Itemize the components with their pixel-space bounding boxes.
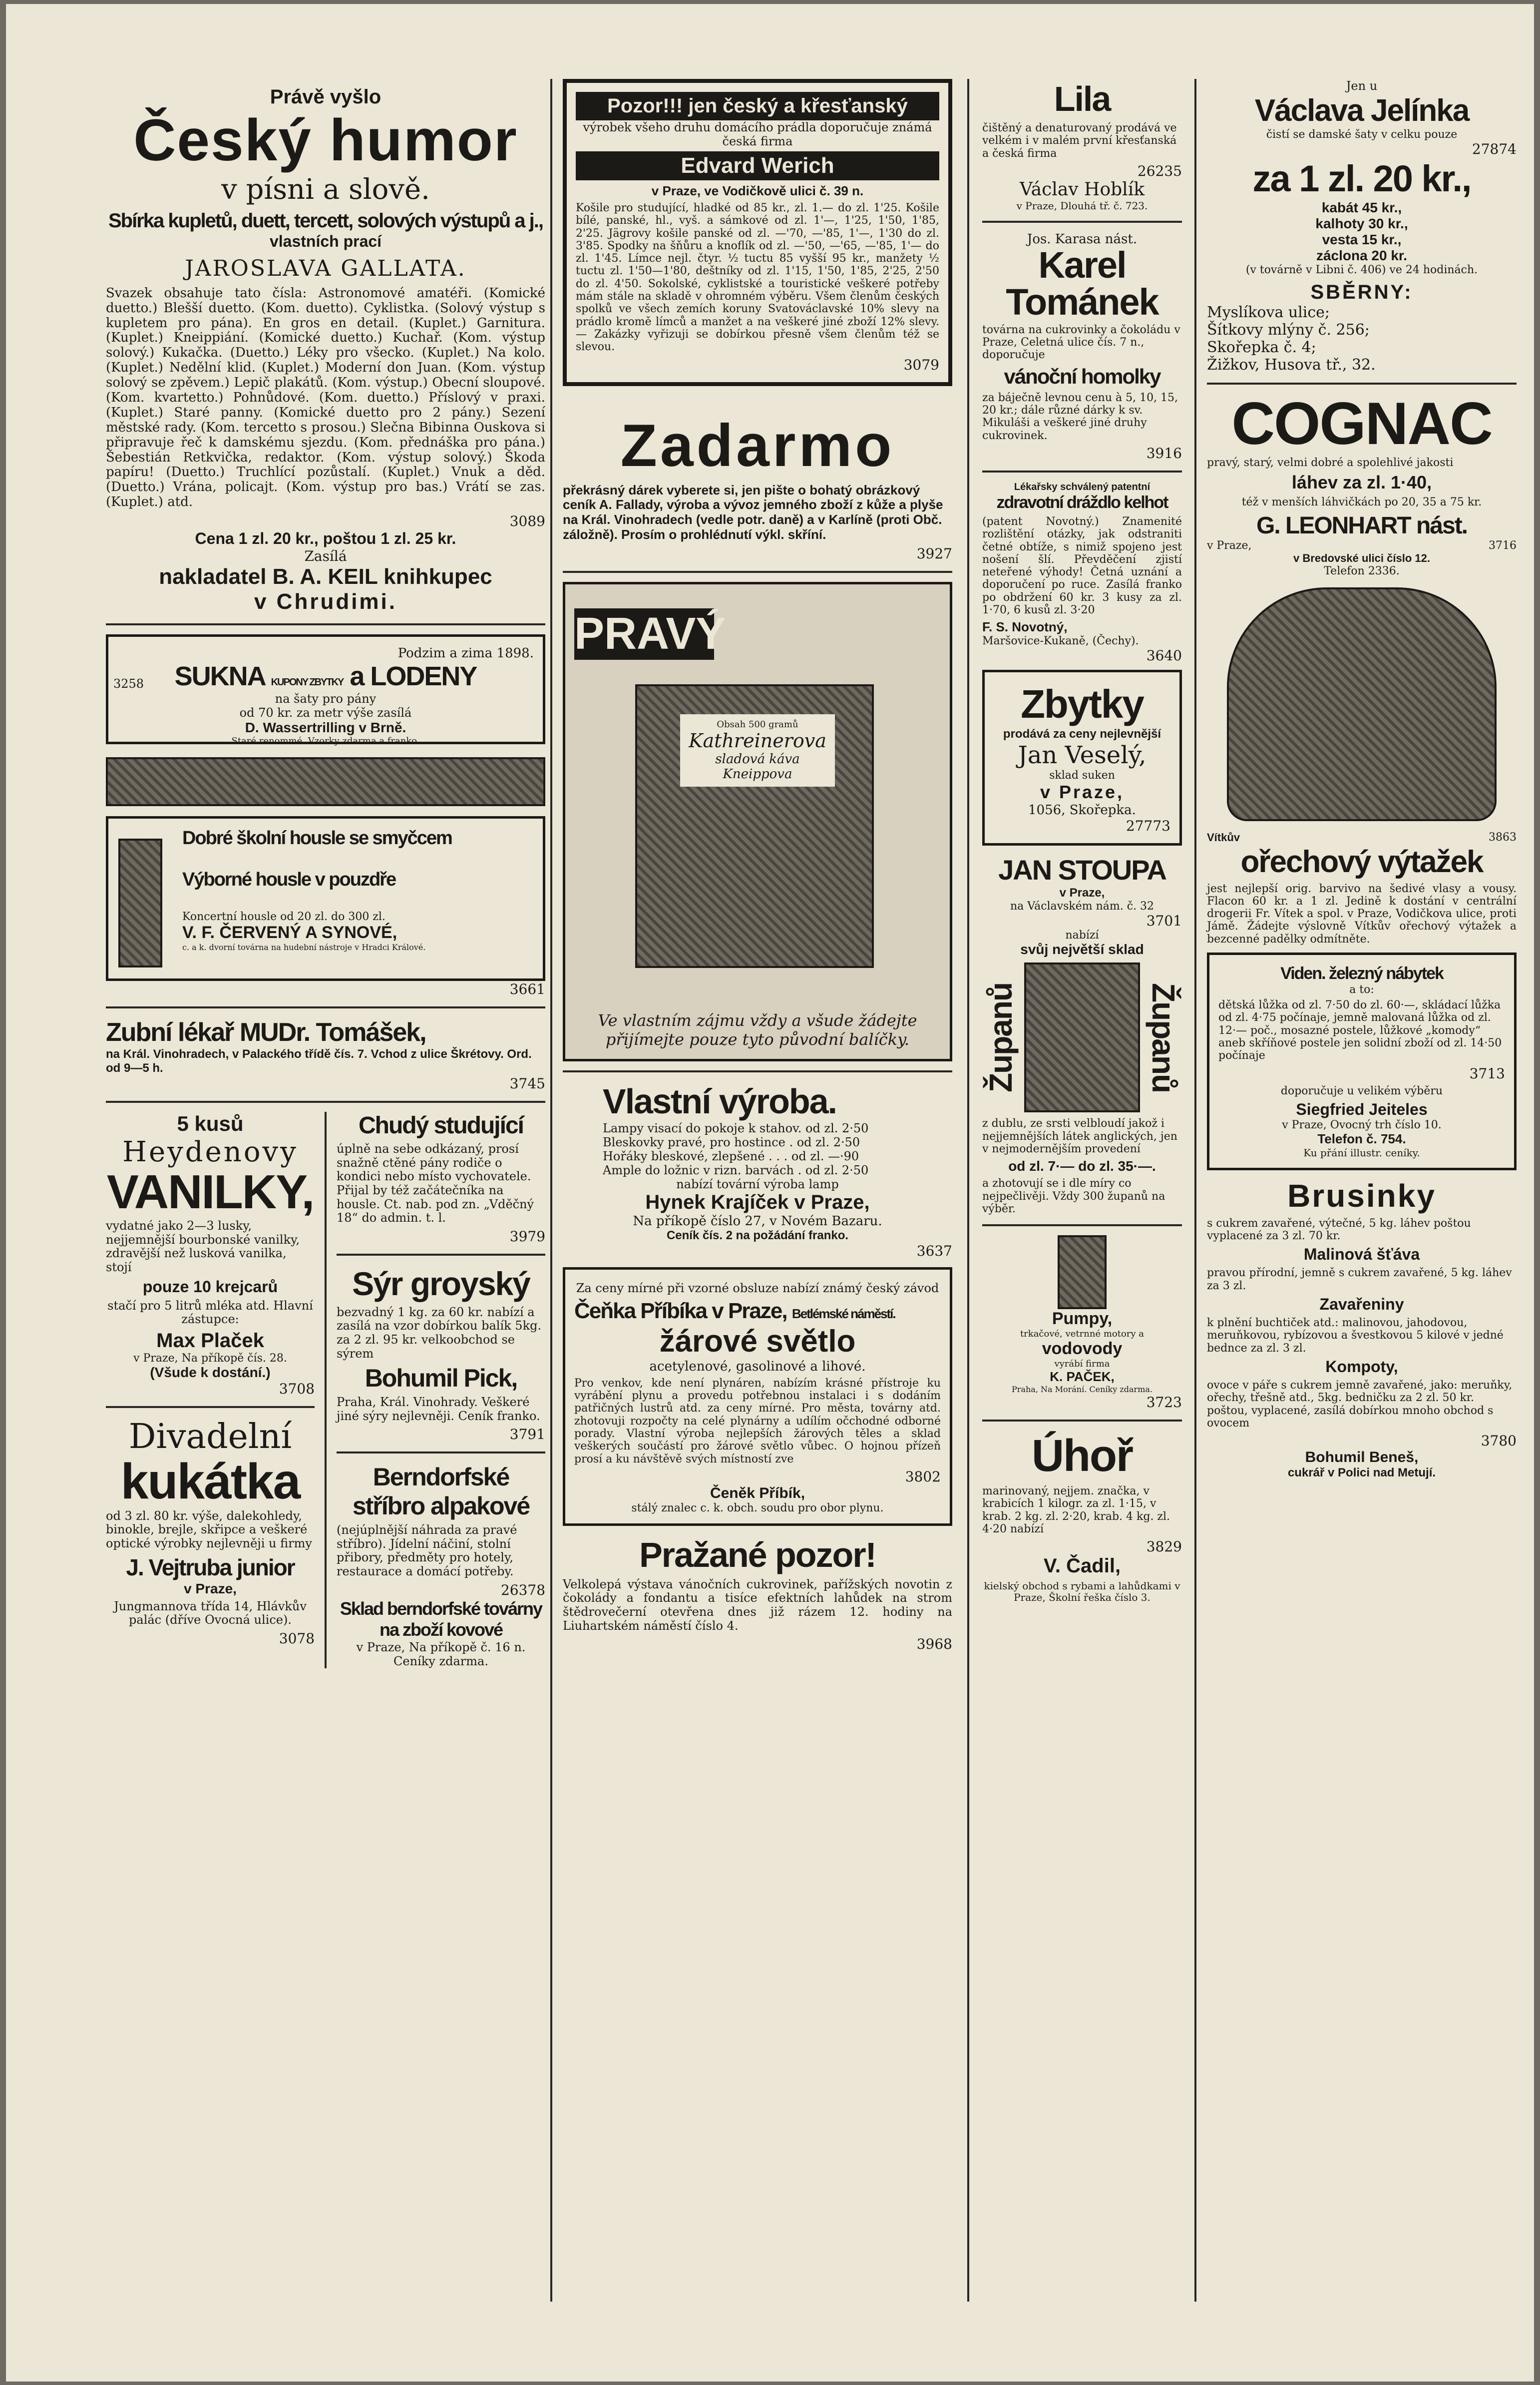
headline: Pozor!!! jen český a křesťanský (576, 92, 939, 120)
ad-number: 3716 (1489, 539, 1517, 552)
brand: Heydenovy (122, 1136, 298, 1169)
divider (982, 1420, 1182, 1422)
city: v Praze, (184, 1580, 237, 1596)
violin-illustration (118, 839, 162, 967)
item-1: kabát 45 kr., (1321, 200, 1402, 215)
column-rule (550, 79, 552, 2302)
address: v Praze, Dlouhá tř. č. 723. (1016, 199, 1148, 212)
divider (563, 571, 952, 573)
body: čištěný a denaturovaný prodává ve velkém i v malém první křesťanská a česká firma (982, 122, 1177, 160)
catalog: Ceník čís. 2 na požádání franko. (666, 1229, 849, 1243)
ad-jelinek (1207, 79, 1517, 374)
ad-opera-glasses (106, 1417, 315, 1647)
divider (106, 623, 545, 625)
ad-number: 3723 (1146, 1394, 1182, 1411)
pump-illustration (1058, 1235, 1107, 1309)
city: v Praze, (1059, 886, 1105, 900)
ad-kathreiner (563, 582, 952, 1061)
ad-violin (106, 816, 545, 981)
price: pouze 10 krejcarů (142, 1277, 278, 1296)
headline (117, 661, 534, 692)
address: 1056, Skořepka. (1028, 803, 1136, 818)
headline: Sýr groyský (352, 1265, 530, 1302)
intro: výrobek všeho druhu domácího prádla doporučuje známá česká firma (583, 120, 932, 148)
address: v Praze, Na příkopě čís. 28. (133, 1352, 287, 1365)
firm: Václava Jelínka (1254, 93, 1469, 128)
store: Sklad berndorfské továrny na zboží kovové (340, 1598, 542, 1640)
body: (patent Novotný.) Znamenité rozlištění otázky, jak odstraniti četné obtíže, s nimiž spojeno jest nošení šlí. Převděčení zjistí neteřené výhody! Četná uznání a doporučení po ruce. Zasílá franko po obdržení 60 kr. 3 kusy za zl. 1·70, 6 kusů zl. 3·20 (982, 515, 1182, 617)
address: v Praze, ve Vodičkově ulici č. 39 n. (651, 183, 864, 198)
column-rule (967, 79, 969, 2302)
firm: Karel Tománek (1006, 244, 1158, 323)
ad-eel (982, 1431, 1182, 1603)
ad-number: 3829 (1146, 1538, 1182, 1555)
address: Praha, Na Morání. Ceníky zdarma. (1012, 1385, 1153, 1395)
body2: a zhotovují se i dle míry co nejpečlivěji. Vždy 300 županů na výběr. (982, 1177, 1165, 1215)
catalog: Ku přání illustr. ceníky. (1303, 1146, 1420, 1159)
ad-lamps (563, 1081, 952, 1259)
column-3 (982, 79, 1182, 1606)
line2: od 70 kr. za metr výše zasílá (239, 706, 412, 720)
city: v Praze, (1207, 539, 1252, 552)
point-2: Šítkovy mlýny č. 256; (1207, 321, 1370, 339)
ad-number: 3258 (113, 677, 144, 691)
headline: VANILKY, (106, 1165, 314, 1219)
contents: Svazek obsahuje tato čísla: Astronomové amatéři. (Komické duetto.) Blešší duetto. (Kom. duetto). Cyklistka. (Solový výstup s kupletem pro pána). En gros en detail. (Kuplet.) Garnitura. (Kuplet.) Kneippiání. (Komické duetto.) Kuchař. (Kom. výstup solový.) Kukačka. (Duetto.) Léky pro všecko. (Kuplet.) Na kolo. (Kuplet.) Nedělní klid. (Kuplet.) Moderní don Juan. (Kom. výstup solový se zpěvem.) Lepič plakátů. (Kom. výstup.) Obecní sloupové. (Kom. kvartetto.) Pohnůdové. (Kom. duetto.) Příslový v praxi. (Kuplet.) Staré panny. (Komické duetto pro 2 pány.) Sezení městské rady. (Kom. tercetto s prosou.) Slečna Bibinna Ouskova si připravuje řeč k damskému sjezdu. (Kom. přednáška pro pána.) Šebestián Retkvička, redaktor. (Kom. výstup solový.) Škoda papíru! (Duetto.) Truchlící pozůstalí. (Kuplet.) Vnuk a děd. (Duetto.) Vrána, policajt. (Kom. výstup pro bas.) Vrátí se zas. (Kuplet.) atd. (106, 285, 545, 510)
package-sub: sladová káva Kneippova (715, 752, 800, 782)
subtitle: v písni a slově. (221, 173, 430, 206)
body: marinovaný, nejjem. značka, v krabicích 1 kilogr. za zl. 1·15, v krab. 2 kg. zl. 2·20, krab. 4 kg. zl. 4·20 nabízí (982, 1485, 1170, 1536)
headline: Pumpy, (1052, 1309, 1113, 1329)
sub-2: Zavařeniny (1319, 1295, 1404, 1314)
ad-pribik (563, 1267, 952, 1526)
address: na Václavském nám. č. 32 (1010, 900, 1155, 913)
vertical-word-left: Županů (983, 982, 1019, 1092)
agent: Max Plaček (156, 1329, 264, 1352)
item: vánoční homolky (1004, 364, 1160, 388)
ad-zbytky (982, 670, 1182, 846)
headline: zdravotní dráždlo kelhot (996, 492, 1168, 512)
collection-points: SBĚRNY: (1310, 281, 1413, 303)
body: jest nejlepší orig. barvivo na šedivé vlasy a vousy. Flacon 60 kr. a 1 zl. Jedině k dostání v centrální drogerii Fr. Vítek a spol. v Praze, Vodičkova ulice, proti Jámě. Žádejte výslovně Vítkův ořechový výtažek a bezcenné padělky odmítněte. (1207, 882, 1517, 946)
ad-number: 27773 (1126, 818, 1170, 835)
ad-number: 3968 (916, 1636, 952, 1653)
address: na Král. Vinohradech, v Palackého třídě čís. 7. Vchod z ulice Škrétovy. Ord. od 9—5 h. (106, 1047, 532, 1075)
firm-name: Čeňka Příbíka v Praze, (574, 1298, 787, 1323)
divider (982, 1224, 1182, 1226)
ornament-band (106, 757, 545, 806)
firm: V. Čadil, (1043, 1555, 1121, 1577)
body: prodává za ceny nejlevnější (1003, 727, 1161, 741)
body: vydatné jako 2—3 lusky, nejjemnější bourbonské vanilky, zdravější než lusková vanilka, stojí (106, 1219, 300, 1274)
headline: žárové světlo (659, 1324, 856, 1359)
line1: na šaty pro pány (275, 692, 377, 706)
headline: COGNAC (1231, 390, 1492, 457)
firm: JAN STOUPA (998, 854, 1166, 886)
body: vyrábí firma (1054, 1359, 1110, 1370)
divider (1207, 383, 1517, 385)
small-caption: KUPONY ZBYTKY (271, 677, 344, 688)
body2: stačí pro 5 litrů mléka atd. Hlavní zástupce: (107, 1298, 313, 1327)
ad-number: 26378 (500, 1581, 546, 1598)
firm: Edvard Werich (576, 151, 939, 180)
address: v Praze, Na příkopě č. 16 n. (356, 1640, 526, 1654)
ad-vitek (1207, 831, 1517, 946)
ad-number: 3661 (509, 981, 545, 998)
firm: V. F. ČERVENÝ A SYNOVÉ, (182, 923, 397, 943)
telephone: Telefon č. 754. (1317, 1131, 1406, 1146)
price: od zl. 7·— do zl. 35·—. (1008, 1158, 1156, 1174)
address: v Praze, Ovocný trh číslo 10. (1282, 1118, 1442, 1131)
concert-line: Koncertní housle od 20 zl. do 300 zl. (182, 911, 385, 924)
signature-sub: stálý znalec c. k. obch. soudu pro obor plynu. (631, 1501, 884, 1514)
ad-number: 3079 (903, 356, 939, 373)
body2: doporučuje u velikém výběru (1280, 1084, 1443, 1097)
head: Vítkův (1207, 831, 1240, 844)
count: 5 kusů (177, 1112, 244, 1136)
body: Velkolepá výstava vánočních cukrovinek, pařížských novotin z čokolády a fondantu a tisíce efektních lahůdek na strom štědrovečerní otevřena dnes již rázem 12. hodiny na Liuhartském náměstí číslo 4. (563, 1577, 952, 1633)
season: Podzim a zima 1898. (397, 646, 534, 661)
body2: za báječně levnou cenu à 5, 10, 15, 20 kr.; dále různé dárky k sv. Mikuláši a veškeré jiné druhy cukrovinek. (982, 391, 1178, 442)
desc: sklad suken (1049, 769, 1115, 782)
body: pravý, starý, velmi dobré a spolehlivé jakosti (1207, 457, 1454, 469)
headline: Úhoř (1032, 1431, 1133, 1481)
body: dětská lůžka od zl. 7·50 do zl. 60·—, skládací lůžka od zl. 4·75 počínaje, jemně malovaná lůžka od zl. 12·— poč., mosazné postele, lůžkové „komody“ aneb skříňové postele jen solidní zboží od zl. 14·50 počínaje (1218, 999, 1502, 1062)
ad-lila (982, 79, 1182, 212)
item-3: vesta 15 kr., (1322, 232, 1402, 247)
divider (563, 1070, 952, 1072)
address: Na příkopě číslo 27, v Novém Bazaru. (633, 1214, 882, 1229)
right-subcolumn (337, 1112, 545, 1668)
pre: Jos. Karasa nást. (1027, 231, 1138, 247)
point-3: Skořepka č. 4; (1207, 339, 1316, 356)
firm: D. Wassertrilling v Brně. (245, 720, 406, 736)
body: s cukrem zavařené, výtečné, 5 kg. láhev poštou vyplacené za 3 zl. 70 kr. (1207, 1217, 1471, 1243)
intro: a to: (1349, 983, 1374, 996)
line-1: Lampy visací do pokoje k stahov. od zl. 2·50 (603, 1121, 869, 1136)
firm (574, 1299, 941, 1324)
firm: Hynek Krajíček v Praze, (645, 1191, 870, 1214)
vertical-word-right: Županů (1146, 982, 1181, 1092)
price: láhev za zl. 1·40, (1291, 472, 1432, 493)
kicker: Právě vyšlo (270, 86, 382, 108)
ad-werich (563, 79, 952, 386)
head: Lékařsky schválený patentní (1014, 481, 1151, 492)
firm: Bohumil Beneš, (1305, 1449, 1419, 1466)
ad-pumps (982, 1235, 1182, 1411)
ad-vanilla (106, 1112, 315, 1397)
ad-stoupa (982, 854, 1182, 1215)
ad-furniture (1207, 953, 1517, 1170)
headline: ořechový výtažek (1240, 844, 1483, 879)
body: (nejúplnější náhrada za pravé stříbro). Jídelní náčiní, stolní přibory, předměty pro hotely, restaurace a domácí potřeby. (337, 1523, 517, 1579)
ad-dentist (106, 1017, 545, 1092)
sub-3: Kompoty, (1325, 1357, 1398, 1376)
left-subcolumn (106, 1112, 315, 1668)
telephone: Telefon 2336. (1324, 564, 1400, 577)
footer: Ve vlastním zájmu vždy a všude žádejte přijímejte pouze tyto původní balíčky. (598, 1011, 917, 1049)
ad-number: 3802 (905, 1468, 941, 1485)
ad-brusinky (1207, 1177, 1517, 1480)
headline: Dobré školní housle se smyčcem (182, 828, 452, 849)
ad-number: 27874 (1472, 141, 1517, 157)
body-3: k plnění buchtiček atd.: malinovou, jahodovou, meruňkovou, rybízovou a švestkovou 5 kilové v jedné bednce za zl. 3 zl. (1207, 1317, 1504, 1355)
desc: trkačové, vetrnné motory a (1020, 1329, 1145, 1340)
price: Cena 1 zl. 20 kr., poštou 1 zl. 25 kr. (195, 529, 456, 548)
point-4: Žižkov, Husova tř., 32. (1207, 356, 1376, 374)
body: Pro venkov, kde není plynáren, nabízím krásné přístroje ku vyrábění plynu a provedu potřebnou instalaci i s dodáním patřičných lustrů atd. za ceny mírné. Pro města, továrny atd. zhotovuji rozpočty na celé plynárny a udílím očchodné odborné porady. Vlastní výroba nejlepších žárových těles a sklad veškerých součástí pro žárové světlo vůbec. O hojnou přízeň prosí a ku návštěvě svých místností zve (574, 1377, 941, 1465)
body: od 3 zl. 80 kr. výše, dalekohledy, binokle, brejle, skřipce a veškeré optické výrobky nejlevněji u firmy (106, 1508, 312, 1550)
ad-tomanek (982, 232, 1182, 462)
ad-number: 3979 (509, 1228, 546, 1245)
divider (982, 471, 1182, 473)
divider (106, 1006, 545, 1008)
footer: c. a k. dvorní továrna na hudební nástroje v Hradci Králové. (182, 943, 426, 953)
ad-sukna (106, 634, 545, 747)
body: úplně na sebe odkázaný, prosí snažně ctěné pány rodiče o kondici nebo místo vychovatele. Přijal by též začátečníka na housle. Ct. nab. pod zn. „Vděčný 18“ do admin. t. l. (337, 1142, 534, 1225)
ad-prague (563, 1535, 952, 1652)
column-1 (106, 79, 545, 1668)
headline-2: kukátka (120, 1453, 300, 1509)
portrait-illustration (1227, 587, 1497, 821)
ad-number: 3708 (279, 1380, 315, 1397)
column-4 (1207, 79, 1517, 1480)
address: cukrář v Polici nad Metují. (1287, 1466, 1436, 1480)
firm: F. S. Novotný, (982, 619, 1068, 635)
address: kielský obchod s rybami a lahůdkami v Praze, Školní řeška číslo 3. (984, 1580, 1180, 1604)
ad-student (337, 1112, 545, 1245)
address: Jungmannova třída 14, Hlávkův palác (dříve Ovocná ulice). (114, 1599, 307, 1627)
firm: Siegfried Jeiteles (1296, 1100, 1428, 1118)
headline-2: vodovody (1042, 1339, 1123, 1359)
divider (337, 1254, 545, 1256)
item-4: záclona 20 kr. (1316, 248, 1408, 263)
catalog: Ceníky zdarma. (393, 1654, 488, 1668)
headline: Brusinky (1287, 1177, 1436, 1214)
ad-number: 3927 (916, 545, 952, 562)
city: v Praze, (1040, 782, 1125, 803)
headline: Pražané pozor! (639, 1535, 876, 1574)
banner: PRAVÝ (574, 609, 726, 659)
body: z dublu, ze srsti velbloudí jakož i nejjemnějších látek anglických, jen v nejmodernějším provedení (982, 1117, 1177, 1155)
headline: Vlastní výroba. (603, 1082, 836, 1121)
headline: Berndorfské stříbro alpakové (352, 1463, 530, 1520)
note: (v továrně v Libni č. 406) ve 24 hodinách. (1245, 264, 1478, 276)
line-2: Bleskovky pravé, pro hostince . od zl. 2·50 (603, 1135, 860, 1150)
ad-number: 3780 (1481, 1432, 1517, 1449)
address: v Bredovské ulici číslo 12. (1293, 551, 1430, 564)
publisher-city: v Chrudimi. (254, 589, 397, 614)
ad-cheese (337, 1265, 545, 1443)
newspaper-page (6, 4, 1534, 2382)
ad-number: 3745 (509, 1075, 545, 1092)
types: acetylenové, gasolinové a lihové. (649, 1359, 866, 1374)
body2: též v menších láhvičkách po 20, 35 a 75 kr. (1241, 496, 1482, 509)
headline-1: Divadelní (128, 1417, 292, 1456)
intro: Za ceny mírné při vzorné obsluze nabízí známý český závod (576, 1281, 939, 1296)
offer: nabízí (1065, 929, 1099, 942)
divider (982, 221, 1182, 223)
pre: Jen u (1346, 79, 1378, 93)
headline: Zbytky (1021, 682, 1144, 727)
body: bezvadný 1 kg. za 60 kr. nabízí a zasílá na vzor dobírkou balík 5kg. za 2 zl. 95 kr. velkoobchod se sýrem (337, 1305, 542, 1361)
firm-place: Betlémské náměstí. (791, 1306, 895, 1321)
divider (337, 1451, 545, 1453)
firm: K. PAČEK, (1050, 1369, 1115, 1385)
address: Praha, Král. Vinohrady. Veškeré jiné sýry nejlevněji. Ceník franko. (337, 1395, 540, 1423)
divider (106, 1101, 545, 1103)
firm: Václav Hoblík (1019, 179, 1145, 200)
divider (106, 1406, 315, 1408)
case-line: Výborné housle v pouzdře (182, 869, 396, 891)
price: za 1 zl. 20 kr., (1252, 158, 1471, 199)
ad-zadarmo (563, 411, 952, 562)
two-col-area (106, 1112, 545, 1668)
address: Maršovice-Kukaně, (Čechy). (982, 635, 1139, 648)
headline: Lila (1054, 79, 1111, 118)
author: JAROSLAVA GALLATA. (185, 255, 466, 281)
body-2: pravou přírodní, jemně s cukrem zavařené, 5 kg. láhev za 3 zl. (1207, 1267, 1512, 1292)
ad-number: 3089 (509, 513, 545, 530)
body: Košile pro studující, hladké od 85 kr., zl. 1.— do zl. 1'25. Košile bílé, panské, hl., vyš. a sámkové od zl. 1'—, 1'25, 1'50, 1'85, 2'25. Jägrovy košile panské od zl. —'70, —'85, 1'—, 1'30 do zl. 3'85. Spodky na šňůru a knoflík od zl. —'50, —'65, —'85, 1'— do zl. 1'45. Límce nejl. čtyr. ½ tuctu 85 vyšší 95 kr., manžety ½ tuctu zl. 1'50—1'80, deštníky od zl. 1'15, 1'50, 1'85, 2'25, 2'50 do zl. 4'50. Sokolské, cyklistské a touristické veškeré potřeby mám stále na skladě v ohromném výběru. Všem členům českých spolků ve všech zemích koruny Svatováclavské 10% slevy na prádlo kromě límců a manžet a na veškeré jiné zboží 12% slevy. — Zakázky vyřizuji se dobírkou přesně všem členům též se slevou. (576, 202, 939, 354)
ad-number: 3791 (509, 1426, 546, 1443)
body-4: ovoce v páře s cukrem jemně zavařené, jako: meruňky, ořechy, třešně atd., 5kg. bedničku za 2 zl. 50 kr. poštou, vyplacené, zasílá dobírkou mnoho obchod s ovocem (1207, 1379, 1513, 1430)
headline: Zadarmo (620, 412, 895, 479)
headline: Chudý studující (359, 1112, 523, 1139)
package-label: Kathreinerova (689, 730, 826, 752)
subcolumn-rule (325, 1112, 327, 1668)
firm: G. LEONHART nást. (1256, 512, 1468, 539)
headline: Viden. železný nábytek (1280, 964, 1443, 983)
robe-illustration (1024, 962, 1140, 1112)
ad-number: 3640 (1146, 647, 1182, 664)
send-label: Zasílá (304, 548, 347, 565)
store: svůj největší sklad (1020, 942, 1144, 957)
ad-number: 26235 (1137, 162, 1182, 179)
word-sukna: SUKNA (174, 661, 265, 692)
ad-number: 3078 (279, 1630, 315, 1647)
note: Staré renommé. Vzorky zdarma a franko. (231, 736, 420, 747)
body: továrna na cukrovinky a čokoládu v Praze, Celetná ulice čís. 7 n., doporučuje (982, 323, 1180, 362)
firm: Bohumil Pick, (365, 1364, 517, 1393)
column-rule (1194, 79, 1196, 2302)
body: překrásný dárek vyberete si, jen pište o bohatý obrázkový ceník A. Fallady, výroba a vývoz jemného zboží z kůže a plyše na Král. Vinohradech (vedle potr. daně) a v Karlíně (proti Obč. záložně). Prosím o prohlédnutí výkl. skříní. (563, 482, 943, 542)
column-2 (563, 79, 952, 1652)
sub-1: Malinová šťáva (1303, 1245, 1420, 1264)
signature: Čeněk Příbík, (710, 1484, 805, 1501)
firm: Jan Veselý, (1018, 741, 1147, 770)
body: čistí se damské šaty v celku pouze (1266, 128, 1458, 141)
ad-number: 3863 (1489, 831, 1517, 844)
headline: Český humor (133, 107, 518, 173)
firm: J. Vejtruba junior (126, 1554, 295, 1580)
package-content: Obsah 500 gramů (717, 719, 798, 730)
line-5: nabízí tovární výroba lamp (676, 1177, 839, 1192)
ad-number: 3701 (1146, 913, 1182, 930)
own-works: vlastních prací (269, 232, 382, 250)
collection-line: Sbírka kupletů, duett, tercett, solových výstupů a j., (108, 209, 543, 232)
ad-silver (337, 1462, 545, 1668)
ad-cognac (1207, 390, 1517, 577)
item-2: kalhoty 30 kr., (1315, 216, 1408, 231)
headline: Zubní lékař MUDr. Tomášek, (106, 1018, 426, 1047)
ad-number: 3713 (1469, 1065, 1505, 1082)
point-1: Myslíkova ulice; (1207, 304, 1330, 321)
ad-number: 3637 (916, 1243, 952, 1260)
ad-cesky-humor (106, 86, 545, 614)
ad-belt (982, 481, 1182, 664)
availability: (Všude k dostání.) (150, 1364, 271, 1380)
line-3: Hořáky bleskové, zlepšené . . . od zl. —·90 (603, 1149, 859, 1164)
ad-number: 3916 (1146, 445, 1182, 462)
line-4: Ample do ložnic v rizn. barvách . od zl. 2·50 (603, 1163, 869, 1178)
publisher: nakladatel B. A. KEIL knihkupec (159, 564, 492, 589)
word-lodeny: a LODENY (350, 661, 477, 692)
